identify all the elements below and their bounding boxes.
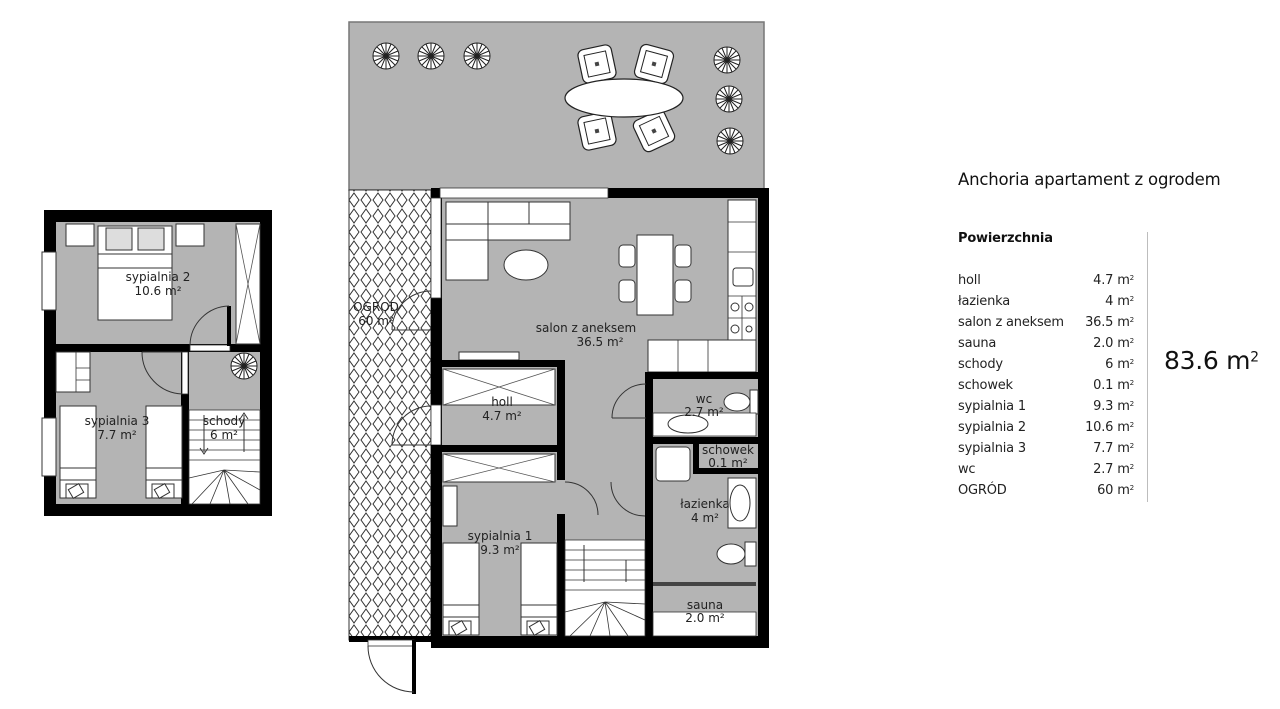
area-row <box>958 273 1134 294</box>
room-area <box>1085 420 1134 441</box>
total-area-unit: m <box>1226 346 1251 375</box>
area-schowek: 0.1 m² <box>708 456 748 470</box>
divider <box>1147 232 1148 502</box>
area-row <box>958 441 1134 462</box>
room-area-value: 4 <box>1105 294 1114 309</box>
room-area <box>1093 273 1134 294</box>
total-area-exp: 2 <box>1250 349 1259 366</box>
room-area <box>1093 336 1134 357</box>
ground-floor-plan <box>349 22 769 694</box>
room-area-value: 36.5 <box>1085 315 1114 330</box>
room-area-unit: m <box>1117 315 1130 330</box>
room-area-exp: 2 <box>1129 378 1134 388</box>
room-area-unit: m <box>1117 336 1130 351</box>
room-area-unit: m <box>1117 273 1130 288</box>
room-area-value: 9.3 <box>1093 399 1114 414</box>
area-salon: 36.5 m² <box>576 335 624 349</box>
room-area-value: 2.0 <box>1093 336 1114 351</box>
area-row <box>958 294 1134 315</box>
label-holl: holl <box>491 395 513 409</box>
area-heading: Powierzchnia <box>958 231 1053 246</box>
area-row <box>958 357 1134 378</box>
room-area-value: 60 <box>1097 483 1114 498</box>
label-schowek: schowek <box>702 443 754 457</box>
room-name: OGRÓD <box>958 483 1007 498</box>
room-area-exp: 2 <box>1129 273 1134 283</box>
area-sypialnia-2: 10.6 m² <box>134 284 182 298</box>
area-table <box>958 273 1134 504</box>
room-area <box>1105 357 1134 378</box>
label-ogrod: OGROD <box>353 300 399 314</box>
area-schody-upper: 6 m² <box>210 428 238 442</box>
area-row <box>958 483 1134 504</box>
label-sypialnia-2: sypialnia 2 <box>125 270 191 284</box>
room-name: łazienka <box>958 294 1010 309</box>
room-area-exp: 2 <box>1129 441 1134 451</box>
room-area-unit: m <box>1117 483 1130 498</box>
room-name: salon z aneksem <box>958 315 1064 330</box>
room-area <box>1085 315 1134 336</box>
area-row <box>958 462 1134 483</box>
apartment-title: Anchoria apartament z ogrodem <box>958 170 1221 189</box>
upper-floor-plan <box>42 210 272 516</box>
room-area <box>1093 462 1134 483</box>
room-area-value: 10.6 <box>1085 420 1114 435</box>
room-name: wc <box>958 462 976 477</box>
room-area-exp: 2 <box>1129 399 1134 409</box>
room-area-unit: m <box>1117 462 1130 477</box>
room-area-unit: m <box>1117 399 1130 414</box>
room-area <box>1093 399 1134 420</box>
room-area-value: 2.7 <box>1093 462 1114 477</box>
label-wc: wc <box>695 392 713 406</box>
room-name: holl <box>958 273 981 288</box>
label-lazienka: łazienka <box>680 497 730 511</box>
room-area-exp: 2 <box>1129 294 1134 304</box>
total-area <box>1164 346 1259 375</box>
room-name: sypialnia 1 <box>958 399 1026 414</box>
room-area <box>1105 294 1134 315</box>
area-row <box>958 399 1134 420</box>
area-row <box>958 378 1134 399</box>
area-sypialnia-3: 7.7 m² <box>97 428 137 442</box>
area-wc: 2.7 m² <box>684 405 724 419</box>
area-row <box>958 336 1134 357</box>
room-name: sypialnia 2 <box>958 420 1026 435</box>
room-area-exp: 2 <box>1129 462 1134 472</box>
label-salon: salon z aneksem <box>535 321 637 335</box>
room-area-unit: m <box>1117 294 1130 309</box>
room-area-value: 7.7 <box>1093 441 1114 456</box>
area-ogrod: 60 m² <box>358 314 394 328</box>
room-area-exp: 2 <box>1129 420 1134 430</box>
room-name: schody <box>958 357 1003 372</box>
room-area <box>1097 483 1134 504</box>
room-area-exp: 2 <box>1129 483 1134 493</box>
room-area <box>1093 441 1134 462</box>
label-sauna: sauna <box>686 598 724 612</box>
area-row <box>958 420 1134 441</box>
label-sypialnia-3: sypialnia 3 <box>84 414 150 428</box>
room-area-value: 4.7 <box>1093 273 1114 288</box>
room-name: sypialnia 3 <box>958 441 1026 456</box>
room-area <box>1093 378 1134 399</box>
label-sypialnia-1: sypialnia 1 <box>467 529 533 543</box>
room-area-unit: m <box>1117 357 1130 372</box>
label-schody-upper: schody <box>202 414 246 428</box>
room-area-exp: 2 <box>1129 336 1134 346</box>
room-name: sauna <box>958 336 997 351</box>
area-sypialnia-1: 9.3 m² <box>480 543 520 557</box>
total-area-value: 83.6 <box>1164 346 1219 375</box>
room-area-unit: m <box>1117 420 1130 435</box>
room-area-exp: 2 <box>1129 357 1134 367</box>
area-holl: 4.7 m² <box>482 409 522 423</box>
room-area-value: 0.1 <box>1093 378 1114 393</box>
room-area-value: 6 <box>1105 357 1114 372</box>
area-sauna: 2.0 m² <box>685 611 725 625</box>
room-area-exp: 2 <box>1129 315 1134 325</box>
area-row <box>958 315 1134 336</box>
room-name: schowek <box>958 378 1013 393</box>
area-lazienka: 4 m² <box>691 511 719 525</box>
room-area-unit: m <box>1117 378 1130 393</box>
room-area-unit: m <box>1117 441 1130 456</box>
